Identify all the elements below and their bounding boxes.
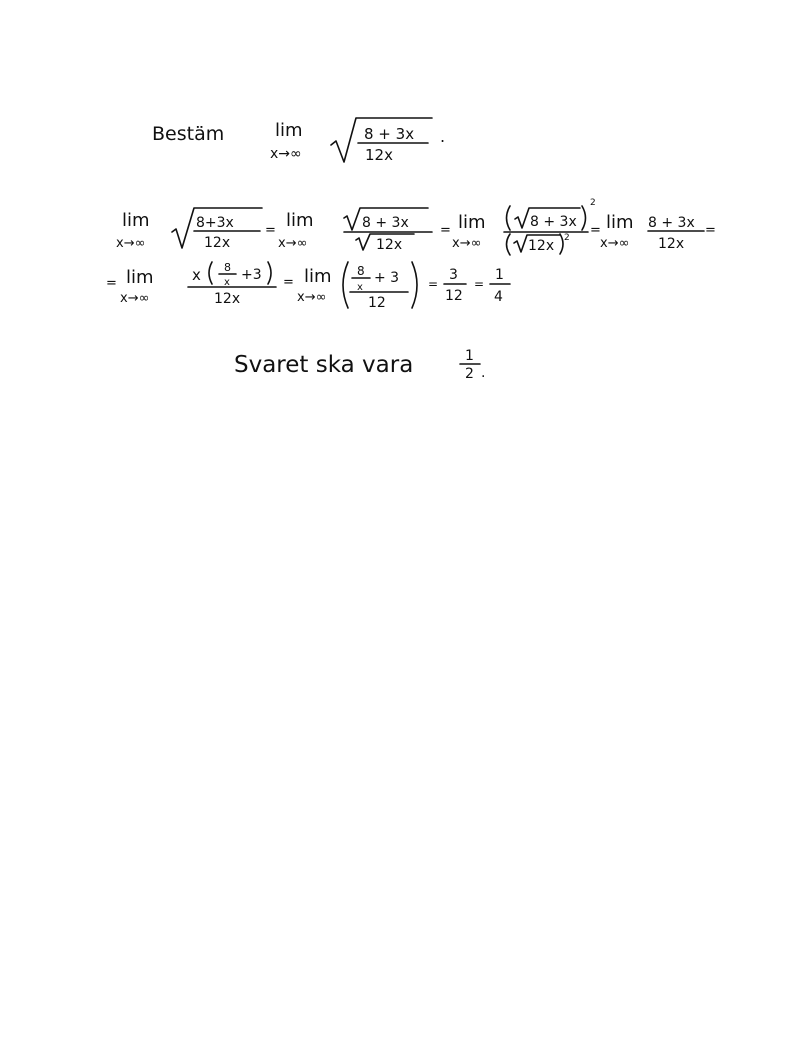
l2-r1-den: 12 [445, 288, 463, 304]
answer-text: Svaret ska vara [234, 352, 414, 378]
l1-exp-top: 2 [590, 198, 596, 208]
l1-lim-4: lim [606, 212, 634, 233]
l1-s2-num: 8 + 3x [362, 215, 409, 231]
l1-paren-open-bot [507, 234, 511, 255]
l1-eq-3: = [590, 223, 601, 238]
l2-s1-paren-open [209, 262, 212, 284]
l1-sub-2: x→∞ [278, 236, 308, 251]
l1-s4-den: 12x [658, 236, 685, 252]
l1-eq-4: = [705, 223, 716, 238]
answer-dot: . [481, 365, 486, 381]
l1-s1-den: 12x [204, 235, 231, 251]
solution-line-1 [116, 198, 716, 255]
l1-lim-1: lim [122, 210, 150, 231]
problem-prefix: Bestäm [152, 123, 225, 145]
l2-s1-inner-num: 8 [224, 261, 231, 274]
problem-lim-sub: x→∞ [270, 146, 302, 162]
l1-sub-3: x→∞ [452, 236, 482, 251]
problem-den: 12x [365, 146, 393, 164]
l2-sub-2: x→∞ [297, 290, 327, 305]
l2-eq-3: = [474, 277, 485, 291]
l1-paren-close-bot [560, 234, 563, 254]
l1-s3-den: 12x [528, 238, 555, 254]
l2-s1-inner-den: x [224, 277, 230, 288]
problem-lim: lim [275, 120, 303, 141]
l2-eq-2: = [428, 277, 439, 291]
l2-eq-1: = [283, 275, 294, 290]
l1-lim-2: lim [286, 210, 314, 231]
l2-r2-den: 4 [494, 289, 503, 305]
l2-s2-den: 12 [368, 295, 386, 311]
answer-line [234, 348, 485, 382]
l2-s1-den: 12x [214, 291, 241, 307]
l1-s2-den: 12x [376, 237, 403, 253]
l2-r2-num: 1 [495, 267, 504, 283]
solution-line-2 [106, 261, 510, 311]
l2-s2-paren-close [412, 262, 417, 308]
l1-paren-close-top [582, 206, 586, 230]
l2-lim-2: lim [304, 266, 332, 287]
problem-num: 8 + 3x [364, 125, 415, 143]
l1-exp-bot: 2 [564, 233, 570, 243]
l1-lim-3: lim [458, 212, 486, 233]
l2-r1-num: 3 [449, 267, 458, 283]
l2-s2-inner-num: 8 [357, 264, 365, 278]
answer-num: 1 [465, 348, 474, 364]
l2-s2-inner-den: x [357, 282, 363, 293]
l1-eq-1: = [265, 223, 276, 238]
l1-sub-1: x→∞ [116, 236, 146, 251]
l2-s1-x: x [192, 266, 201, 284]
problem-statement [152, 118, 445, 164]
l2-s2-plus3: + 3 [374, 270, 400, 286]
l1-eq-2: = [440, 223, 451, 238]
l1-s3-num: 8 + 3x [530, 214, 577, 230]
l2-s2-paren-open [343, 262, 348, 308]
problem-dot: . [440, 127, 446, 146]
l1-s4-num: 8 + 3x [648, 215, 695, 231]
answer-den: 2 [465, 366, 474, 382]
l2-lim-1: lim [126, 267, 154, 288]
l1-paren-open-top [507, 206, 511, 230]
l2-sub-1: x→∞ [120, 291, 150, 306]
l1-s1-num: 8+3x [196, 215, 234, 231]
l2-s1-paren-close [268, 262, 271, 284]
l2-eq-0: = [106, 276, 117, 291]
l1-sub-4: x→∞ [600, 236, 630, 251]
l2-s1-plus3: +3 [241, 267, 262, 283]
